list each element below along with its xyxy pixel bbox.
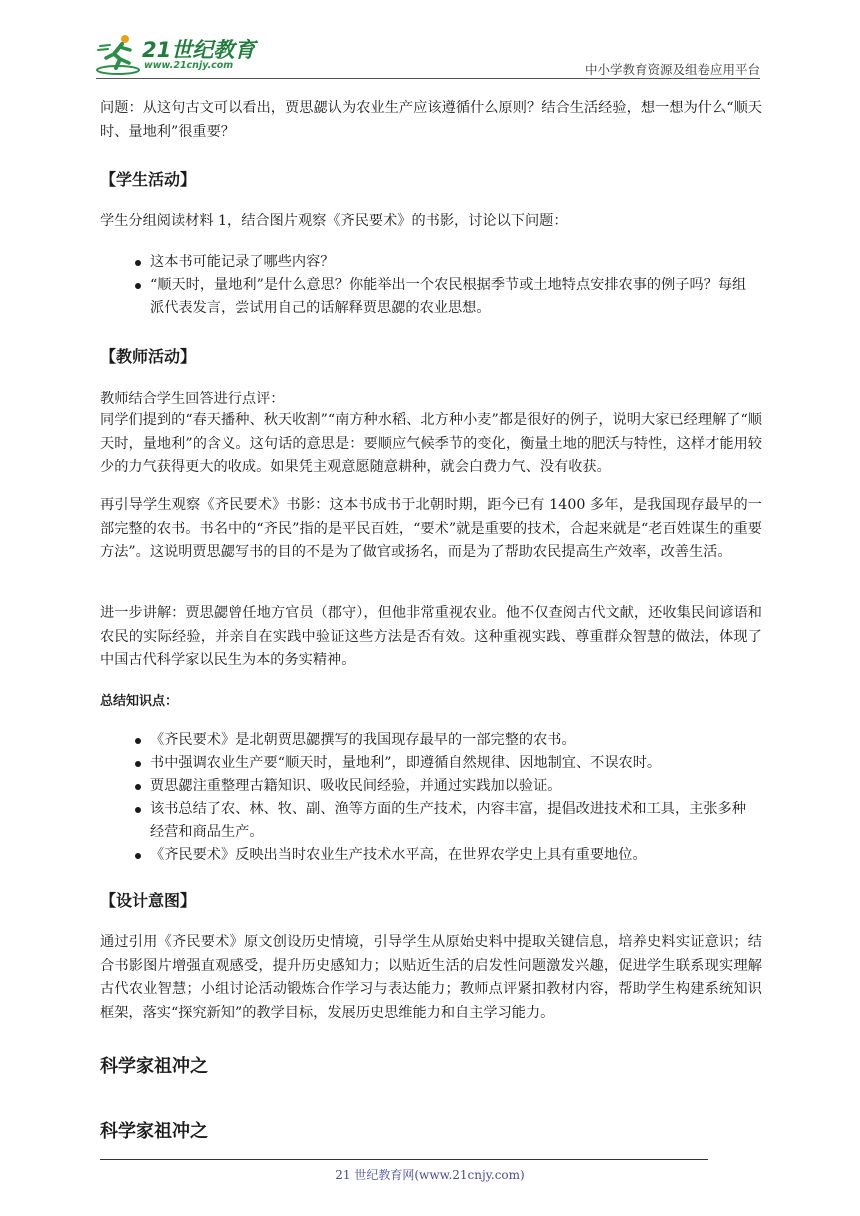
list-item (130, 798, 760, 844)
list-item (130, 844, 760, 867)
logo-url: www.21cnjy.com (144, 60, 234, 71)
section-title-2: 科学家祖冲之 (100, 1121, 208, 1142)
list-item-text: 《齐民要术》是北朝贾思勰撰写的我国现存最早的一部完整的农书。 (150, 732, 576, 748)
list-item-text: “顺天时，量地利”是什么意思？你能举出一个农民根据季节或土地特点安排农事的例子吗？每组派代表发言，尝试用自己的话解释贾思勰的农业思想。 (150, 277, 747, 316)
student-activity-heading: 【学生活动】 (100, 170, 197, 189)
bullet-icon (135, 807, 141, 813)
section-title-1: 科学家祖冲之 (100, 1056, 208, 1077)
runner-logo-icon (96, 32, 142, 76)
list-item-text: 这本书可能记录了哪些内容？ (150, 254, 335, 270)
bullet-icon (135, 283, 141, 289)
teacher-paragraph-3: 进一步讲解：贾思勰曾任地方官员（郡守），但他非常重视农业。他不仅查阅古代文献，还收集民间谚语和农民的实际经验，并亲自在实践中验证这些方法是否有效。这种重视实践、尊重群众智慧的做法，体现了中国古代科学家以民生为本的务实精神。 (100, 605, 762, 668)
list-item-text: 该书总结了农、林、牧、副、渔等方面的生产技术，内容丰富，提倡改进技术和工具，主张多种经营和商品生产。 (150, 801, 746, 840)
header-divider (96, 78, 760, 79)
list-item-text: 贾思勰注重整理古籍知识、吸收民间经验，并通过实践加以验证。 (150, 778, 562, 794)
bullet-icon (135, 761, 141, 767)
student-activity-lead: 学生分组阅读材料 1，结合图片观察《齐民要术》的书影，讨论以下问题： (100, 213, 568, 229)
student-question-list (130, 251, 760, 320)
list-item (130, 251, 760, 274)
design-intent-text: 通过引用《齐民要术》原文创设历史情境，引导学生从原始史料中提取关键信息，培养史料实证意识；结合书影图片增强直观感受，提升历史感知力；以贴近生活的启发性问题激发兴趣，促进学生联系现实理解古代农业智慧；小组讨论活动锻炼合作学习与表达能力；教师点评紧扣教材内容，帮助学生构建系统知识框架，落实“探究新知”的教学目标，发展历史思维能力和自主学习能力。 (100, 934, 762, 1021)
footer-divider (100, 1159, 708, 1160)
list-item-text: 《齐民要术》反映出当时农业生产技术水平高，在世界农学史上具有重要地位。 (150, 847, 647, 863)
design-intent-heading: 【设计意图】 (100, 891, 197, 910)
page-footer[interactable]: 21 世纪教育网(www.21cnjy.com) (335, 1168, 525, 1182)
site-logo[interactable] (96, 32, 266, 78)
summary-heading: 总结知识点： (100, 694, 179, 709)
logo-text: 21世纪教育 (142, 38, 256, 62)
page-header (96, 32, 760, 80)
bullet-icon (135, 853, 141, 859)
list-item (130, 752, 760, 775)
summary-list (130, 729, 760, 867)
teacher-paragraph-1: 同学们提到的“春天播种、秋天收割”“南方种水稻、北方种小麦”都是很好的例子，说明大家已经理解了“顺天时，量地利”的含义。这句话的意思是：要顺应气候季节的变化，衡量土地的肥沃与特性，这样才能用较少的力气获得更大的收成。如果凭主观意愿随意耕种，就会白费力气、没有收获。 (100, 412, 762, 475)
list-item-text: 书中强调农业生产要“顺天时，量地利”，即遵循自然规律、因地制宜、不误农时。 (150, 755, 662, 771)
list-item (130, 274, 760, 320)
list-item (130, 729, 760, 752)
teacher-comment-lead: 教师结合学生回答进行点评： (100, 391, 285, 407)
bullet-icon (135, 784, 141, 790)
platform-label: 中小学教育资源及组卷应用平台 (584, 62, 760, 77)
list-item (130, 775, 760, 798)
teacher-activity-heading: 【教师活动】 (100, 347, 197, 366)
bullet-icon (135, 260, 141, 266)
intro-question: 问题：从这句古文可以看出，贾思勰认为农业生产应该遵循什么原则？结合生活经验，想一想为什么“顺天时、量地利”很重要？ (100, 100, 762, 140)
teacher-paragraph-2: 再引导学生观察《齐民要术》书影：这本书成书于北朝时期，距今已有 1400 多年，是我国现存最早的一部完整的农书。书名中的“齐民”指的是平民百姓，“要术”就是重要的技术，合起来就是“老百姓谋生的重要方法”。这说明贾思勰写书的目的不是为了做官或扬名，而是为了帮助农民提高生产效率，改善生活。 (100, 497, 762, 560)
bullet-icon (135, 738, 141, 744)
